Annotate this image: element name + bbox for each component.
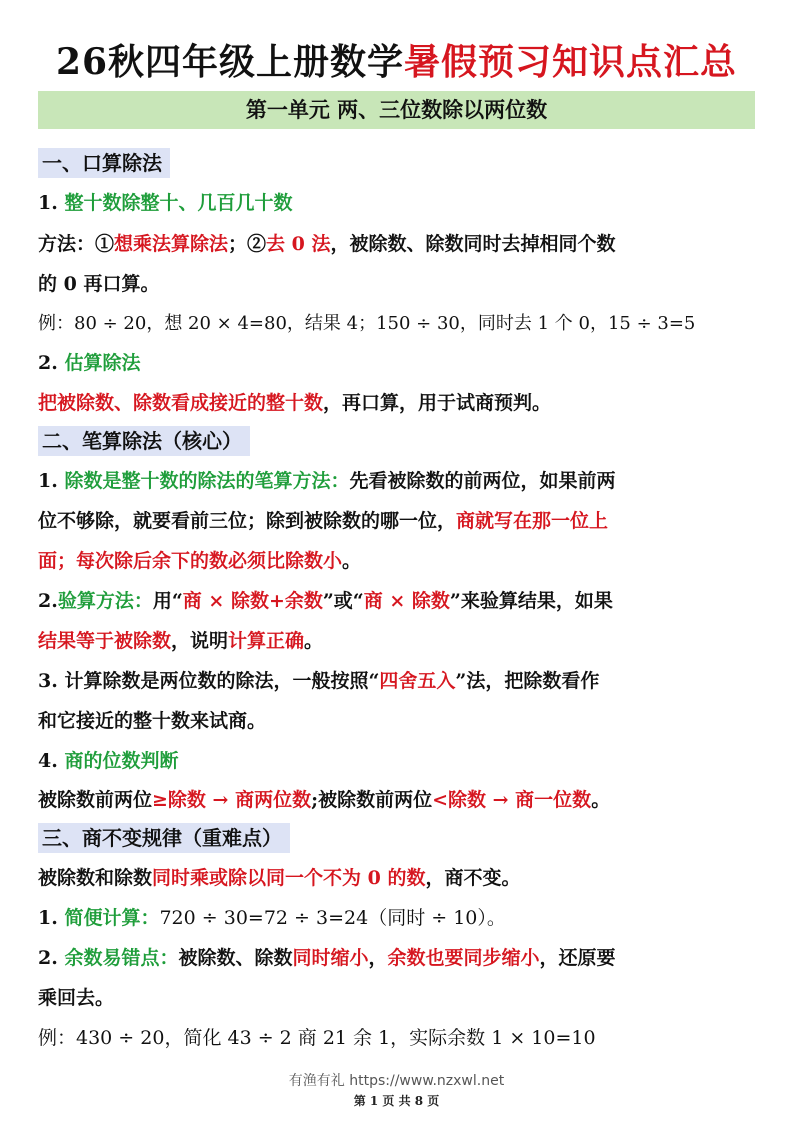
line-segment: 4. — [38, 750, 65, 772]
line-segment-red: <除数 → 商一位数 — [432, 789, 592, 811]
line-segment-red: 结果等于被除数 — [38, 630, 172, 652]
page-title — [0, 34, 793, 85]
text-line — [38, 785, 755, 815]
line-segment-red: 去 0 法 — [266, 233, 331, 255]
text-line — [38, 229, 755, 259]
page-number: 第 1 页 共 8 页 — [353, 1094, 440, 1108]
line-segment: ，再口算，用于试商预判。 — [323, 392, 552, 414]
line-segment: 1. — [38, 192, 65, 214]
line-segment: ”或“ — [322, 590, 364, 612]
text-line — [38, 863, 755, 893]
line-segment-green: 余数易错点： — [64, 947, 179, 969]
line-segment-red: 四舍五入 — [379, 670, 456, 692]
text-line — [38, 706, 755, 736]
line-segment: 2. — [38, 947, 65, 969]
text-line — [38, 348, 755, 378]
line-segment: 被除数和除数 — [38, 867, 153, 889]
text-line — [38, 983, 755, 1013]
line-segment: 720 ÷ 30=72 ÷ 3=24（同时 ÷ 10）。 — [159, 907, 506, 929]
text-line — [38, 943, 755, 973]
line-segment: 3. 计算除数是两位数的除法，一般按照“ — [38, 670, 380, 692]
footer-watermark: 有渔有礼 https://www.nzxwl.net — [288, 1073, 505, 1089]
line-segment-red: ≥除数 → 商两位数 — [152, 789, 312, 811]
text-line — [38, 666, 755, 696]
line-segment: 方法：① — [38, 233, 115, 255]
line-segment-green: 验算方法： — [57, 590, 153, 612]
text-line — [38, 506, 755, 536]
line-segment: 乘回去。 — [38, 987, 115, 1009]
title-black-part: 26秋四年级上册数学 — [55, 41, 405, 83]
line-segment: ”法，把除数看作 — [455, 670, 600, 692]
text-line — [38, 746, 755, 776]
line-segment-red: 计算正确 — [228, 630, 305, 652]
line-segment: 被除数前两位 — [38, 789, 153, 811]
section-heading-label: 一、口算除法 — [38, 148, 170, 178]
line-segment: ，还原要 — [539, 947, 616, 969]
line-segment-red: 同时缩小 — [292, 947, 369, 969]
line-segment-green: 除数是整十数的除法的笔算方法： — [64, 470, 350, 492]
line-segment-red: 想乘法算除法 — [114, 233, 229, 255]
line-segment: 。 — [591, 789, 611, 811]
text-line — [38, 388, 755, 418]
text-line — [38, 309, 755, 339]
line-segment: 位不够除，就要看前三位；除到被除数的哪一位， — [38, 510, 457, 532]
line-segment: 用“ — [152, 590, 183, 612]
line-segment: 2. — [38, 352, 65, 374]
line-segment: 1. — [38, 470, 65, 492]
line-segment: ”来验算结果，如果 — [449, 590, 613, 612]
text-line — [38, 626, 755, 656]
line-segment: 1. — [38, 907, 65, 929]
text-line — [38, 188, 755, 218]
text-line — [38, 1023, 755, 1053]
line-segment-green: 商的位数判断 — [64, 750, 179, 772]
section-heading-3 — [38, 823, 755, 854]
section-heading-label: 二、笔算除法（核心） — [38, 426, 250, 456]
line-segment-red: 商就写在那一位上 — [456, 510, 609, 532]
line-segment: ，商不变。 — [425, 867, 521, 889]
line-segment: ，被除数、除数同时去掉相同个数 — [330, 233, 616, 255]
line-segment-red: 同时乘或除以同一个不为 0 的数 — [152, 867, 426, 889]
line-segment: ；② — [228, 233, 267, 255]
line-segment: 例：430 ÷ 20，简化 43 ÷ 2 商 21 余 1，实际余数 1 × 10=10 — [38, 1027, 596, 1049]
line-segment: 例：80 ÷ 20，想 20 × 4=80，结果 4；150 ÷ 30，同时去 1 个 0，15 ÷ 3=5 — [38, 313, 696, 334]
line-segment-green: 简便计算： — [64, 907, 160, 929]
line-segment: 。 — [304, 630, 324, 652]
line-segment: 的 0 再口算。 — [38, 273, 160, 295]
section-heading-label: 三、商不变规律（重难点） — [38, 823, 290, 853]
line-segment-red: 商 × 除数+余数 — [182, 590, 323, 612]
title-red-part: 暑假预习知识点汇总 — [404, 41, 738, 83]
line-segment: 。 — [342, 550, 362, 572]
line-segment: 被除数、除数 — [178, 947, 293, 969]
text-line — [38, 586, 755, 616]
text-line — [38, 546, 755, 576]
section-heading-1 — [38, 148, 755, 179]
line-segment: ，说明 — [171, 630, 229, 652]
line-segment-red: 面；每次除后余下的数必须比除数小 — [38, 550, 343, 572]
line-segment: ;被除数前两位 — [311, 789, 433, 811]
text-line — [38, 903, 755, 933]
line-segment: ， — [368, 947, 388, 969]
section-heading-2 — [38, 426, 755, 457]
line-segment-green: 估算除法 — [64, 352, 141, 374]
line-segment-green: 整十数除整十、几百几十数 — [64, 192, 293, 214]
line-segment-red: 商 × 除数 — [363, 590, 450, 612]
line-segment-red: 把被除数、除数看成接近的整十数 — [38, 392, 324, 414]
line-segment-red: 余数也要同步缩小 — [387, 947, 540, 969]
line-segment: 先看被除数的前两位，如果前两 — [349, 470, 616, 492]
line-segment: 和它接近的整十数来试商。 — [38, 710, 267, 732]
line-segment: 2. — [38, 590, 58, 612]
text-line — [38, 466, 755, 496]
unit-title-bar: 第一单元 两、三位数除以两位数 — [38, 91, 755, 129]
text-line — [38, 269, 755, 299]
